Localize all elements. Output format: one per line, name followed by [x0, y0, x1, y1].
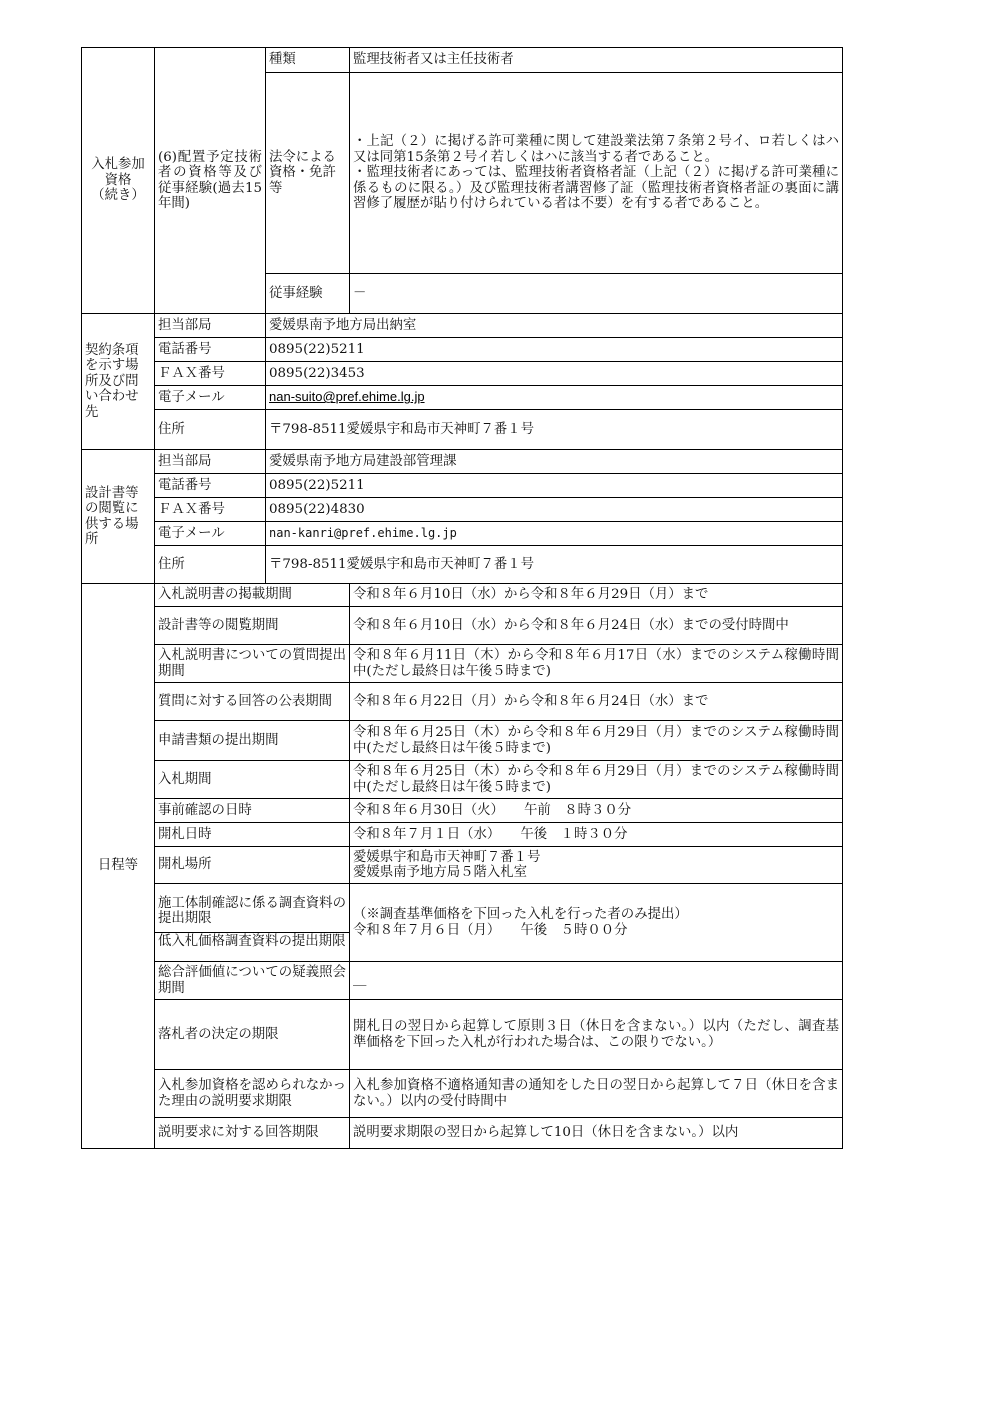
schedule-label-inspection: 設計書等の閲覧期間 — [155, 607, 350, 645]
schedule-value-evaluation: ＿ — [350, 962, 843, 1000]
design-address-label: 住所 — [155, 546, 266, 584]
schedule-value-explanation: 入札参加資格不適格通知書の通知をした日の翌日から起算して７日（休日を含まない。）以内の受付時間中 — [350, 1070, 843, 1118]
design-address-value: 〒798-8511愛媛県宇和島市天神町７番１号 — [266, 546, 843, 584]
design-dept-label: 担当部局 — [155, 450, 266, 474]
schedule-label-application: 申請書類の提出期間 — [155, 721, 350, 761]
schedule-group-header: 日程等 — [82, 584, 155, 1149]
type-value: 監理技術者又は主任技術者 — [350, 48, 843, 73]
contract-dept-value: 愛媛県南予地方局出納室 — [266, 314, 843, 338]
schedule-value-publication: 令和８年６月10日（水）から令和８年６月29日（月）まで — [350, 584, 843, 607]
contract-phone-value: 0895(22)5211 — [266, 338, 843, 362]
schedule-value-opening: 令和８年７月１日（水） 午後 １時３０分 — [350, 823, 843, 847]
schedule-label-explanation: 入札参加資格を認められなかった理由の説明要求期限 — [155, 1070, 350, 1118]
design-phone-label: 電話番号 — [155, 474, 266, 498]
tender-info-table — [81, 47, 843, 1149]
schedule-value-application: 令和８年６月25日（木）から令和８年６月29日（月）までのシステム稼働時間中(ただし最終日は午後５時まで) — [350, 721, 843, 761]
schedule-label-questions: 入札説明書についての質問提出期間 — [155, 645, 350, 683]
design-dept-value: 愛媛県南予地方局建設部管理課 — [266, 450, 843, 474]
contract-email-link[interactable]: nan-suito@pref.ehime.lg.jp — [269, 389, 425, 405]
schedule-label-publication: 入札説明書の掲載期間 — [155, 584, 350, 607]
schedule-value-reply: 説明要求期限の翌日から起算して10日（休日を含まない。）以内 — [350, 1118, 843, 1149]
low-bid-docs-label: 低入札価格調査資料の提出期限 — [158, 933, 346, 949]
contract-address-label: 住所 — [155, 410, 266, 450]
schedule-label-survey — [155, 884, 350, 962]
schedule-label-opening: 開札日時 — [155, 823, 350, 847]
schedule-label-reply: 説明要求に対する回答期限 — [155, 1118, 350, 1149]
license-requirement-2: ・監理技術者にあっては、監理技術者資格者証（上記（２）に掲げる許可業種に係るものに限る。）及び監理技術者講習修了証（監理技術者資格者証の裏面に講習修了履歴が貼り付けられている者は不要）を有する者であること。 — [353, 165, 839, 212]
experience-label: 従事経験 — [266, 274, 350, 314]
contract-phone-label: 電話番号 — [155, 338, 266, 362]
schedule-label-precheck: 事前確認の日時 — [155, 799, 350, 823]
license-label: 法令による資格・免許等 — [266, 73, 350, 274]
schedule-value-award: 開札日の翌日から起算して原則３日（休日を含まない。）以内（ただし、調査基準価格を下回った入札が行われた場合は、この限りでない。） — [350, 1000, 843, 1070]
contract-email-value — [266, 386, 843, 410]
design-fax-label: ＦＡＸ番号 — [155, 498, 266, 522]
schedule-label-evaluation: 総合評価値についての疑義照会期間 — [155, 962, 350, 1000]
contract-fax-label: ＦＡＸ番号 — [155, 362, 266, 386]
qualification-group-header: 入札参加 資格 （続き） — [82, 48, 155, 314]
license-requirement-1: ・上記（２）に掲げる許可業種に関して建設業法第７条第２号イ、ロ若しくはハ又は同第15条第２号イ若しくはハに該当する者であること。 — [353, 134, 839, 165]
design-phone-value: 0895(22)5211 — [266, 474, 843, 498]
design-fax-value: 0895(22)4830 — [266, 498, 843, 522]
schedule-label-venue: 開札場所 — [155, 847, 350, 884]
design-office-group-header: 設計書等の閲覧に供する場所 — [82, 450, 155, 584]
contract-dept-label: 担当部局 — [155, 314, 266, 338]
design-email-label: 電子メール — [155, 522, 266, 546]
schedule-value-answers: 令和８年６月22日（月）から令和８年６月24日（水）まで — [350, 683, 843, 721]
type-label: 種類 — [266, 48, 350, 73]
survey-note: （※調査基準価格を下回った入札を行った者のみ提出） — [353, 907, 688, 922]
contract-fax-value: 0895(22)3453 — [266, 362, 843, 386]
design-email-value: nan-kanri@pref.ehime.lg.jp — [266, 522, 843, 546]
schedule-value-venue — [350, 847, 843, 884]
schedule-label-bidding: 入札期間 — [155, 761, 350, 799]
contract-address-value: 〒798-8511愛媛県宇和島市天神町７番１号 — [266, 410, 843, 450]
survey-deadline: 令和８年７月６日（月） 午後 ５時００分 — [353, 922, 628, 938]
license-value — [350, 73, 843, 274]
schedule-label-award: 落札者の決定の期限 — [155, 1000, 350, 1070]
schedule-value-questions: 令和８年６月11日（木）から令和８年６月17日（水）までのシステム稼働時間中(ただし最終日は午後５時まで) — [350, 645, 843, 683]
venue-address: 愛媛県宇和島市天神町７番１号 — [353, 849, 541, 865]
contract-office-group-header: 契約条項を示す場所及び問い合わせ先 — [82, 314, 155, 450]
schedule-value-bidding: 令和８年６月25日（木）から令和８年６月29日（月）までのシステム稼働時間中(ただし最終日は午後５時まで) — [350, 761, 843, 799]
schedule-label-answers: 質問に対する回答の公表期間 — [155, 683, 350, 721]
schedule-value-survey — [350, 884, 843, 962]
contract-email-label: 電子メール — [155, 386, 266, 410]
schedule-value-precheck: 令和８年６月30日（火） 午前 ８時３０分 — [350, 799, 843, 823]
qualification-subgroup-header: (6)配置予定技術者の資格等及び従事経験(過去15年間) — [155, 48, 266, 314]
experience-value: － — [350, 274, 843, 314]
schedule-value-inspection: 令和８年６月10日（水）から令和８年６月24日（水）までの受付時間中 — [350, 607, 843, 645]
survey-docs-label: 施工体制確認に係る調査資料の提出期限 — [155, 895, 349, 933]
venue-room: 愛媛県南予地方局５階入札室 — [353, 865, 528, 880]
